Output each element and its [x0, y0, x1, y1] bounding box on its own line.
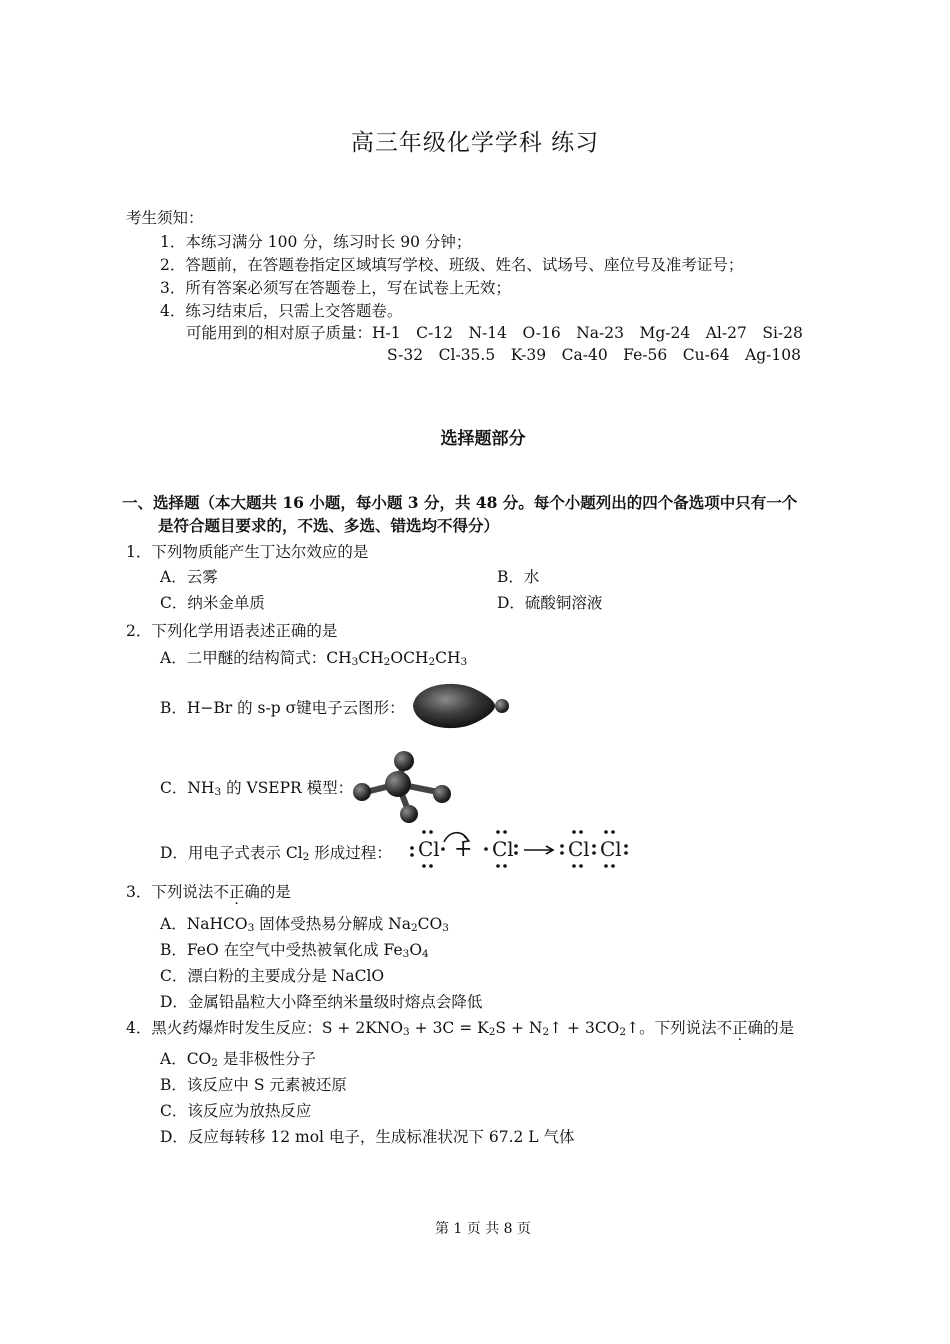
q4-stem-emphasis: 不正确: [716, 1019, 764, 1037]
q1-option-b: B．水: [497, 568, 540, 586]
svg-text:+: +: [454, 837, 473, 862]
q4-option-c: C．该反应为放热反应: [160, 1102, 312, 1120]
atomic-mass-label: 可能用到的相对原子质量：: [186, 324, 373, 342]
q4-equation-display: $S + 2KNO_3 + 3C = K_2S$ + $N_2↑$ + $3CO_2↑$: [321, 1019, 640, 1038]
q2-stem: 2．下列化学用语表述正确的是: [126, 622, 338, 640]
notice-item-1: 1．本练习满分 100 分，练习时长 90 分钟；: [160, 233, 472, 251]
q4-stem-mid: 。下列说法: [639, 1019, 717, 1037]
q2-option-b: B．H−Br 的 s-p σ键电子云图形：: [160, 699, 405, 717]
s-orbital-ball: [495, 699, 509, 713]
q4-option-d: D．反应每转移 12 mol 电子，生成标准状况下 67.2 L 气体: [160, 1128, 575, 1146]
q2-option-a-prefix: A．二甲醚的结构简式：: [160, 649, 327, 667]
q4-option-a: A．$CO_2$ 是非极性分子: [160, 1050, 316, 1069]
svg-text:Cl: Cl: [492, 837, 514, 861]
cl2-electron-dot-formation-image: [402, 822, 648, 872]
q1-option-d: D．硫酸铜溶液: [497, 594, 603, 612]
q3-stem-pre: 3．下列说法: [126, 883, 214, 901]
q3-stem-post: 的是: [259, 883, 291, 901]
q4-option-b: B．该反应中 S 元素被还原: [160, 1076, 347, 1094]
atomic-mass-line-1: [186, 321, 803, 343]
lone-pair-sphere: [394, 751, 414, 771]
svg-text:Cl: Cl: [418, 837, 440, 861]
q1-option-a: A．云雾: [160, 568, 218, 586]
notice-heading: 考生须知：: [126, 209, 204, 227]
nitrogen-atom: [385, 771, 411, 797]
q2-option-c-suffix: 的 VSEPR 模型：: [221, 779, 354, 797]
svg-text:Cl: Cl: [600, 837, 622, 861]
page-title: 高三年级化学学科 练习: [350, 130, 600, 156]
q3-stem: [126, 880, 291, 902]
q3-option-d: D．金属铅晶粒大小降至纳米量级时熔点会降低: [160, 993, 483, 1011]
svg-text:Cl: Cl: [568, 837, 590, 861]
dimethyl-ether-formula-display: $CH_3CH_2OCH_2CH_3$: [326, 649, 468, 668]
q3-option-b: B．FeO 在空气中受热被氧化成 $Fe_3O_4$: [160, 941, 429, 960]
notice-item-4: 4．练习结束后，只需上交答题卷。: [160, 302, 403, 320]
part1-instructions-line1: 一、选择题（本大题共 16 小题，每小题 3 分，共 48 分。每个小题列出的四个备选项中只有一个: [122, 493, 798, 512]
q2-option-d-prefix: D．用电子式表示 Cl: [160, 844, 303, 862]
q1-stem: 1．下列物质能产生丁达尔效应的是: [126, 543, 369, 561]
q4-stem-post: 的是: [763, 1019, 795, 1037]
notice-item-3: 3．所有答案必须写在答题卷上，写在试卷上无效；: [160, 279, 511, 297]
nh3-vsepr-model-image: [346, 748, 462, 828]
part1-instructions-line2: 是符合题目要求的，不选、多选、错选均不得分）: [158, 516, 500, 535]
sp-sigma-cloud-image: [405, 676, 515, 736]
notice-item-2: 2．答题前，在答题卷指定区域填写学校、班级、姓名、试场号、座位号及准考证号；: [160, 256, 744, 274]
hydrogen-atom-2: [400, 805, 418, 823]
q2-option-c: C．$NH_3$ 的 VSEPR 模型：: [160, 779, 354, 798]
hydrogen-atom-1: [353, 783, 371, 801]
q3-option-a: A．NaHCO$_3$ 固体受热易分解成 $Na_2CO_3$: [160, 915, 449, 934]
q2-option-c-prefix: C．NH: [160, 779, 215, 797]
q2-option-a: [160, 646, 467, 668]
q2-option-d-suffix: 形成过程：: [309, 844, 392, 862]
atomic-mass-values-1: H-1 C-12 N-14 O-16 Na-23 Mg-24 Al-27 Si-28: [372, 324, 803, 342]
q4-stem: [126, 1016, 794, 1038]
atomic-mass-line-2: S-32 Cl-35.5 K-39 Ca-40 Fe-56 Cu-64 Ag-108: [387, 346, 801, 364]
page-footer: 第 1 页 共 8 页: [434, 1221, 532, 1237]
q1-option-c: C．纳米金单质: [160, 594, 265, 612]
hydrogen-atom-3: [433, 785, 451, 803]
q3-option-c: C．漂白粉的主要成分是 NaClO: [160, 967, 385, 985]
q2-option-d: D．用电子式表示 $Cl_2$ 形成过程：: [160, 844, 392, 863]
q3-stem-emphasis: 不正确: [213, 883, 260, 901]
q4-stem-pre: 4．黑火药爆炸时发生反应：: [126, 1019, 322, 1037]
section-title: 选择题部分: [440, 429, 526, 449]
p-orbital-lobe: [413, 684, 495, 728]
